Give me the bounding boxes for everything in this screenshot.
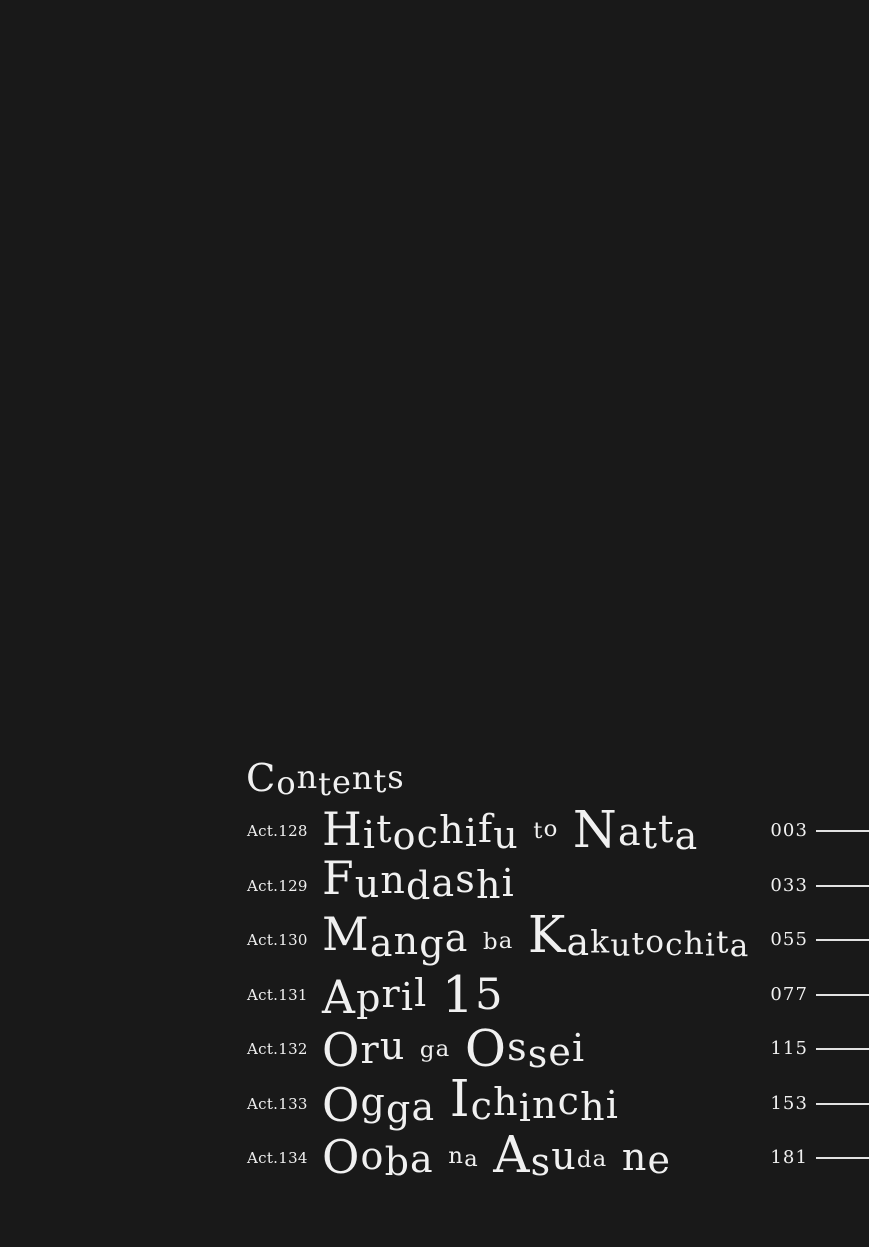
title-segment: ba [482, 928, 514, 955]
chapter-title [322, 964, 504, 1024]
title-segment [558, 810, 572, 854]
title-segment: Natta [572, 800, 699, 859]
title-segment: ne [621, 1135, 672, 1182]
act-label: Act.134 [247, 1149, 308, 1167]
title-segment: Fundashi [322, 851, 515, 908]
title-segment: Asu [493, 1125, 577, 1184]
act-label: Act.131 [247, 985, 308, 1004]
chapter-title [322, 851, 515, 908]
title-segment [450, 1028, 464, 1072]
title-segment: Ogga Ichinchi [322, 1068, 619, 1132]
toc-row [0, 1067, 869, 1132]
page-number: 055 [770, 929, 808, 950]
page-number: 153 [770, 1092, 808, 1114]
title-segment [513, 919, 527, 963]
leader-line [816, 1103, 869, 1105]
toc-row [0, 1012, 869, 1078]
leader-line [816, 830, 869, 832]
title-segment [469, 919, 483, 963]
contents-heading [246, 756, 405, 803]
title-segment: Manga [322, 908, 469, 966]
toc-row [0, 958, 869, 1024]
leader-line [816, 885, 869, 887]
title-segment: to [533, 816, 559, 844]
leader-line [816, 1157, 869, 1159]
title-segment: da [576, 1146, 608, 1173]
title-segment [479, 1137, 493, 1181]
title-segment: April 15 [322, 964, 504, 1024]
chapter-title [322, 905, 750, 966]
title-segment: Oru [322, 1024, 406, 1077]
chapter-title [322, 1019, 586, 1078]
title-segment [607, 1137, 621, 1181]
chapter-title [322, 1068, 619, 1132]
leader-line [816, 994, 869, 996]
act-label: Act.132 [247, 1040, 308, 1058]
page-number: 077 [770, 983, 808, 1005]
toc-row [0, 1121, 869, 1184]
title-segment [405, 1028, 419, 1072]
page-number: 003 [770, 820, 808, 841]
chapter-title [322, 1125, 672, 1184]
title-segment: na [448, 1143, 479, 1172]
toc-row [0, 794, 869, 859]
title-segment: Hitochifu [322, 803, 519, 858]
page-number: 181 [770, 1147, 808, 1168]
page-number: 115 [770, 1038, 808, 1059]
title-segment [434, 1137, 448, 1181]
act-label: Act.128 [247, 822, 308, 840]
page-number: 033 [770, 874, 808, 896]
title-segment [519, 810, 533, 854]
act-label: Act.129 [247, 876, 308, 895]
title-segment: kutochita [590, 924, 750, 964]
leader-line [816, 939, 869, 941]
chapter-title [322, 800, 699, 859]
title-segment: Ka [527, 905, 591, 964]
title-segment: Contents [246, 756, 405, 803]
act-label: Act.130 [247, 931, 308, 949]
toc-row [0, 903, 869, 966]
act-label: Act.133 [247, 1094, 308, 1113]
leader-line [816, 1048, 869, 1050]
toc-row [0, 849, 869, 908]
title-segment: ga [419, 1036, 451, 1063]
title-segment: Ossei [464, 1019, 586, 1078]
title-segment: Ooba [322, 1131, 434, 1184]
